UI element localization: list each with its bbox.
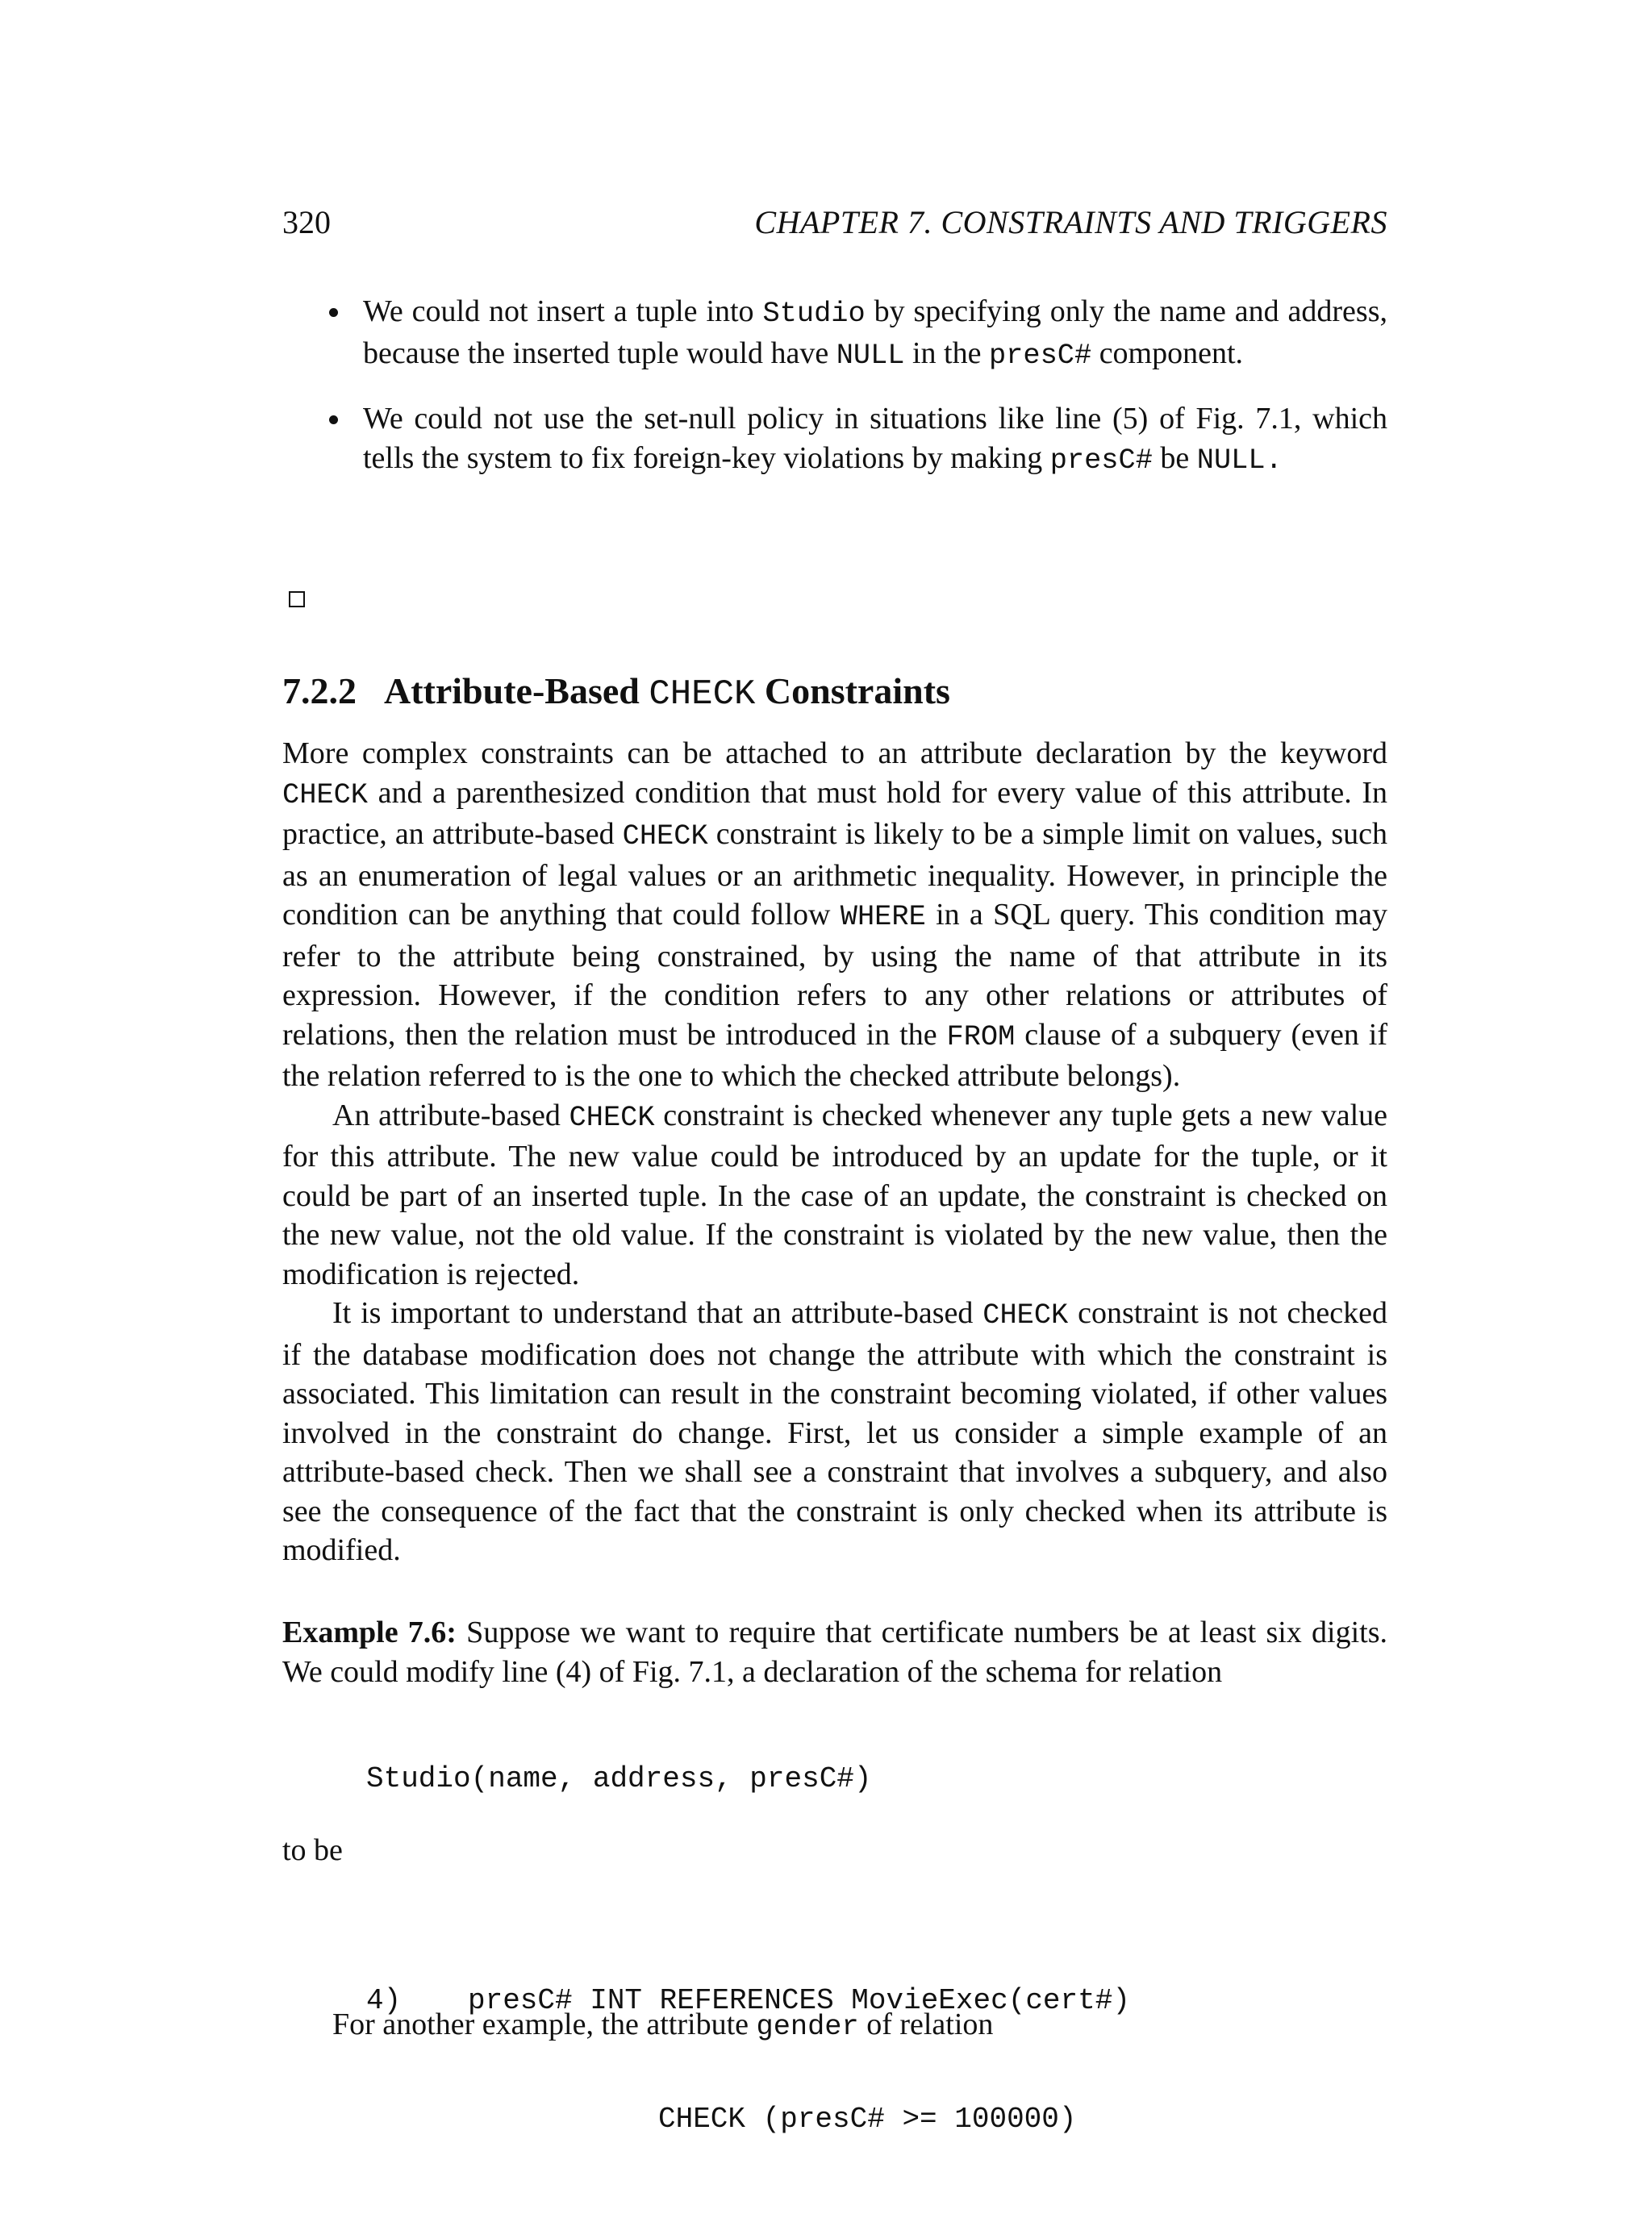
paragraph — [282, 1294, 1387, 1570]
bullet-text: be — [1152, 441, 1197, 475]
code-term: presC# — [1049, 444, 1153, 477]
text-run: An attribute-based — [332, 1098, 569, 1132]
code-text: presC# INT REFERENCES MovieExec(cert#) — [468, 1984, 1130, 2017]
text-run: constraint is not checked if the database modification does not change the attribute with which the constraint is associated. This limitation can result in the constraint becoming violated, if other values involved in the constraint do change. First, let us consider a simple example of an attribute-based check. Then we shall see a constraint that involves a subquery, and also see the consequence of the fact that the constraint is only checked when its attribute is modified. — [282, 1296, 1387, 1567]
paragraph — [282, 1096, 1387, 1295]
code-term: FROM — [946, 1020, 1016, 1053]
section-heading — [282, 669, 950, 715]
bullet-text: We could not insert a tuple into — [363, 294, 763, 328]
text-run: More complex constraints can be attached to an attribute declaration by the keyword — [282, 736, 1387, 770]
text-run: constraint is checked whenever any tuple gets a new value for this attribute. The new value could be introduced by an update for the tuple, or it could be part of an inserted tuple. In the case of an update, the constraint is checked on the new value, not the old value. If the constraint is violated by the new value, then the modification is rejected. — [282, 1098, 1387, 1291]
bullet-list — [282, 292, 1387, 504]
code-term: CHECK — [622, 820, 708, 853]
section-title-part: Constraints — [764, 670, 950, 711]
paragraph — [332, 2007, 993, 2043]
code-line: CHECK (presC# >= 100000) — [658, 2103, 1077, 2136]
paragraph — [282, 734, 1387, 1096]
text-run: constraint is likely to be a simple limit on values, such as an enumeration of legal values or an arithmetic inequality. However, in principle the condition can be anything that could follow — [282, 817, 1387, 932]
code-term: gender — [756, 2011, 859, 2043]
bullet-item — [282, 292, 1387, 376]
bullet-item — [282, 399, 1387, 481]
end-of-proof-icon — [289, 591, 305, 607]
section-title-keyword: CHECK — [649, 674, 756, 715]
example-label: Example 7.6: — [282, 1616, 457, 1649]
example-paragraph — [282, 1613, 1387, 1692]
bullet-text: We could not use the set-null policy in situations like line (5) of Fig. 7.1, which tells the system to fix foreign-key violations by making — [363, 402, 1387, 475]
code-block: Studio(name, address, presC#) — [366, 1762, 872, 1795]
code-line-number: 4) — [366, 1984, 402, 2017]
bullet-dot-icon — [329, 415, 338, 424]
running-title: CHAPTER 7. CONSTRAINTS AND TRIGGERS — [754, 204, 1387, 240]
bullet-dot-icon — [329, 308, 338, 317]
code-term: NULL. — [1196, 444, 1283, 477]
example-text: Suppose we want to require that certificate numbers be at least six digits. We could modify line (4) of Fig. 7.1, a declaration of the schema for relation — [282, 1616, 1387, 1689]
section-title-part: Attribute-Based — [384, 670, 640, 711]
body-text — [282, 734, 1387, 1570]
text-run: and a parenthesized condition that must hold for every value of this attribute. In practice, an attribute-based — [282, 775, 1387, 851]
bullet-text: component. — [1091, 336, 1244, 370]
code-term: WHERE — [840, 901, 926, 933]
text-run: For another example, the attribute — [332, 2007, 757, 2041]
text-run: clause of a subquery (even if the relation referred to is the one to which the checked attribute belongs). — [282, 1017, 1388, 1093]
code-term: NULL — [836, 340, 905, 372]
bullet-text: in the — [904, 336, 989, 370]
page-number: 320 — [282, 204, 331, 240]
code-term: CHECK — [569, 1101, 655, 1134]
code-term: presC# — [988, 340, 1092, 372]
text-run: of relation — [858, 2007, 994, 2041]
code-term: Studio — [762, 298, 866, 330]
text-run: in a SQL query. This condition may refer to the attribute being constrained, by using the name of that attribute in its expression. However, if the condition refers to any other relations or attributes of relations, then the relation must be introduced in the — [282, 898, 1387, 1052]
running-header — [282, 203, 1387, 244]
code-term: CHECK — [282, 778, 369, 811]
code-block — [366, 1902, 1130, 2218]
text-run: It is important to understand that an attribute-based — [332, 1296, 983, 1330]
body-text-fragment: to be — [282, 1833, 343, 1867]
bullet-text: by specifying only the name and address, because the inserted tuple would have — [363, 294, 1388, 370]
section-number: 7.2.2 — [282, 670, 357, 711]
code-term: CHECK — [982, 1299, 1069, 1332]
